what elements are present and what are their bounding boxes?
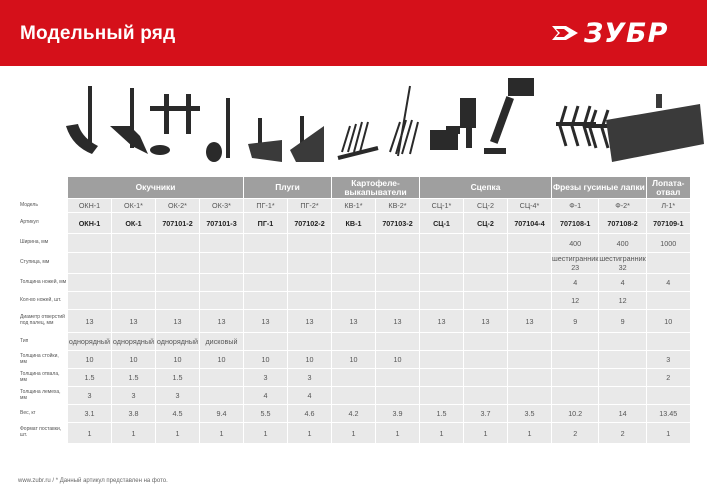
- table-cell: 3: [156, 387, 199, 404]
- table-cell: 13: [244, 310, 287, 332]
- table-cell: [156, 234, 199, 252]
- table-cell: [464, 387, 507, 404]
- table-cell: 2: [599, 423, 645, 443]
- table-cell: 1: [647, 423, 690, 443]
- plow-pg1-image: [248, 118, 282, 162]
- table-cell: 13: [288, 310, 331, 332]
- table-cell: [420, 333, 463, 350]
- table-cell: 4.6: [288, 405, 331, 422]
- table-cell: 4.5: [156, 405, 199, 422]
- table-cell: [599, 369, 645, 386]
- table-row: [19, 199, 690, 212]
- digger-kv2-image: [390, 86, 418, 156]
- table-cell: 707104-4: [508, 213, 551, 233]
- table-cell: [508, 253, 551, 273]
- table-cell: 1.5: [420, 405, 463, 422]
- table-cell: [376, 234, 419, 252]
- table-cell: ОКН-1: [68, 199, 111, 212]
- table-cell: [420, 292, 463, 309]
- row-label: Кол-во ножей, шт.: [19, 292, 67, 309]
- footer-footnote: * Данный артикул представлен на фото.: [55, 478, 168, 484]
- row-label: Ширина, мм: [19, 234, 67, 252]
- table-row: [19, 292, 690, 309]
- table-cell: СЦ-1: [420, 213, 463, 233]
- table-row: [19, 405, 690, 422]
- table-row: [19, 310, 690, 332]
- table-cell: [376, 292, 419, 309]
- table-cell: однорядный: [156, 333, 199, 350]
- table-cell: 13.45: [647, 405, 690, 422]
- table-cell: [244, 333, 287, 350]
- table-cell: Ф-2*: [599, 199, 645, 212]
- table-cell: 4: [552, 274, 598, 291]
- table-cell: [508, 387, 551, 404]
- row-label: Толщина ножей, мм: [19, 274, 67, 291]
- table-cell: 3: [244, 369, 287, 386]
- table-cell: [552, 351, 598, 368]
- table-cell: СЦ-2: [464, 199, 507, 212]
- table-cell: [376, 369, 419, 386]
- table-cell: 1: [288, 423, 331, 443]
- table-cell: 4: [244, 387, 287, 404]
- table-cell: 14: [599, 405, 645, 422]
- group-header: Фрезы гусиные лапки: [552, 177, 646, 198]
- table-cell: [376, 253, 419, 273]
- table-cell: [68, 292, 111, 309]
- table-cell: [464, 253, 507, 273]
- table-cell: СЦ-1*: [420, 199, 463, 212]
- group-header-row: [19, 177, 690, 198]
- group-header: Лопата-отвал: [647, 177, 690, 198]
- table-cell: [200, 274, 243, 291]
- table-cell: 707109-1: [647, 213, 690, 233]
- table-cell: [464, 292, 507, 309]
- table-cell: 2: [647, 369, 690, 386]
- table-cell: 10.2: [552, 405, 598, 422]
- table-cell: [647, 387, 690, 404]
- table-row: [19, 369, 690, 386]
- table-cell: 10: [376, 351, 419, 368]
- table-cell: 2: [552, 423, 598, 443]
- table-cell: КВ-1*: [332, 199, 375, 212]
- table-cell: [508, 369, 551, 386]
- row-label: Диаметр отверстий под палец, мм: [19, 310, 67, 332]
- okuchnik-ok3-image: [206, 98, 230, 162]
- hitch-sc2-image: [460, 98, 476, 148]
- table-cell: КВ-2*: [376, 199, 419, 212]
- row-label: Толщина стойки, мм: [19, 351, 67, 368]
- table-cell: [599, 333, 645, 350]
- table-cell: [552, 333, 598, 350]
- table-cell: дисковый: [200, 333, 243, 350]
- table-cell: [288, 292, 331, 309]
- table-cell: [647, 292, 690, 309]
- table-cell: [332, 234, 375, 252]
- table-cell: [332, 274, 375, 291]
- table-cell: [599, 387, 645, 404]
- table-cell: [508, 292, 551, 309]
- row-label: Вес, кг: [19, 405, 67, 422]
- table-cell: 3: [112, 387, 155, 404]
- digger-kv1-image: [338, 122, 378, 158]
- table-cell: [332, 333, 375, 350]
- table-cell: [420, 234, 463, 252]
- table-cell: [508, 274, 551, 291]
- product-photos: [0, 66, 707, 176]
- table-cell: [112, 253, 155, 273]
- row-label: Тип: [19, 333, 67, 350]
- table-row: [19, 234, 690, 252]
- table-cell: 10: [68, 351, 111, 368]
- table-row: [19, 351, 690, 368]
- blade-l1-image: [606, 94, 704, 162]
- okuchnik-ok2-image: [150, 94, 200, 155]
- table-cell: ПГ-1*: [244, 199, 287, 212]
- table-cell: 9: [599, 310, 645, 332]
- table-cell: [68, 253, 111, 273]
- table-cell: 1.5: [68, 369, 111, 386]
- table-cell: 10: [647, 310, 690, 332]
- table-cell: [420, 253, 463, 273]
- brand-emblem-icon: [550, 18, 580, 48]
- table-cell: [508, 351, 551, 368]
- table-cell: 12: [599, 292, 645, 309]
- header-banner: [0, 0, 707, 66]
- table-cell: 1: [244, 423, 287, 443]
- table-cell: ОК-2*: [156, 199, 199, 212]
- table-cell: [288, 234, 331, 252]
- table-cell: [200, 253, 243, 273]
- table-cell: 13: [156, 310, 199, 332]
- table-cell: 10: [200, 351, 243, 368]
- table-cell: [288, 253, 331, 273]
- table-cell: 13: [68, 310, 111, 332]
- table-cell: 1.5: [156, 369, 199, 386]
- table-cell: [244, 253, 287, 273]
- table-cell: 1: [420, 423, 463, 443]
- table-cell: [420, 274, 463, 291]
- table-row: [19, 253, 690, 273]
- table-cell: 3: [68, 387, 111, 404]
- brand-name: ЗУБР: [584, 17, 669, 49]
- table-cell: [244, 274, 287, 291]
- table-cell: [288, 274, 331, 291]
- table-cell: ОК-3*: [200, 199, 243, 212]
- page-title: Модельный ряд: [20, 23, 176, 44]
- group-header: Плуги: [244, 177, 331, 198]
- table-cell: 400: [552, 234, 598, 252]
- hitch-sc1-image: [430, 126, 460, 150]
- table-cell: 10: [156, 351, 199, 368]
- table-cell: 707108-2: [599, 213, 645, 233]
- table-cell: однорядный: [112, 333, 155, 350]
- table-cell: 10: [112, 351, 155, 368]
- table-cell: 4.2: [332, 405, 375, 422]
- table-cell: [376, 333, 419, 350]
- table-cell: однорядный: [68, 333, 111, 350]
- spec-table: [18, 176, 691, 444]
- table-cell: 400: [599, 234, 645, 252]
- table-cell: [464, 274, 507, 291]
- table-cell: [68, 234, 111, 252]
- table-cell: 10: [244, 351, 287, 368]
- table-cell: [112, 274, 155, 291]
- table-cell: 13: [112, 310, 155, 332]
- table-cell: [420, 387, 463, 404]
- table-cell: 1.5: [112, 369, 155, 386]
- table-cell: 3.1: [68, 405, 111, 422]
- group-header: Картофеле-выкапыватели: [332, 177, 419, 198]
- table-cell: ПГ-1: [244, 213, 287, 233]
- table-cell: [156, 253, 199, 273]
- table-cell: Ф-1: [552, 199, 598, 212]
- table-cell: 1: [68, 423, 111, 443]
- table-cell: 13: [420, 310, 463, 332]
- table-cell: [332, 253, 375, 273]
- table-cell: 707102-2: [288, 213, 331, 233]
- table-cell: [599, 351, 645, 368]
- table-cell: шестигранник 23: [552, 254, 599, 272]
- table-cell: [244, 234, 287, 252]
- table-cell: 1: [112, 423, 155, 443]
- table-cell: 9.4: [200, 405, 243, 422]
- group-header: Окучники: [68, 177, 243, 198]
- row-label: Модель: [19, 199, 67, 212]
- footer-separator: /: [52, 478, 55, 484]
- plow-pg2-image: [290, 116, 324, 162]
- table-cell: 707101-3: [200, 213, 243, 233]
- table-cell: ОК-1*: [112, 199, 155, 212]
- brand-logo: [550, 18, 668, 48]
- row-label: Формат поставки, шт.: [19, 423, 67, 443]
- table-cell: 13: [332, 310, 375, 332]
- okuchnik-okn1-image: [66, 86, 98, 154]
- table-cell: [464, 234, 507, 252]
- table-cell: [332, 369, 375, 386]
- table-cell: 13: [200, 310, 243, 332]
- table-cell: [200, 234, 243, 252]
- table-cell: [464, 333, 507, 350]
- table-cell: 9: [552, 310, 598, 332]
- table-cell: 3.8: [112, 405, 155, 422]
- table-cell: ОК-1: [112, 213, 155, 233]
- table-cell: [68, 274, 111, 291]
- table-cell: 10: [332, 351, 375, 368]
- okuchnik-ok1-image: [110, 88, 148, 154]
- table-row: [19, 333, 690, 350]
- table-cell: 707108-1: [552, 213, 598, 233]
- table-cell: [332, 292, 375, 309]
- table-cell: [376, 274, 419, 291]
- table-cell: 4: [599, 274, 645, 291]
- table-cell: [200, 387, 243, 404]
- table-cell: [332, 387, 375, 404]
- table-cell: [288, 333, 331, 350]
- table-cell: СЦ-2: [464, 213, 507, 233]
- table-cell: [156, 274, 199, 291]
- table-cell: КВ-1: [332, 213, 375, 233]
- table-row: [19, 274, 690, 291]
- table-cell: 3.9: [376, 405, 419, 422]
- table-cell: [112, 234, 155, 252]
- table-cell: 1: [156, 423, 199, 443]
- table-cell: 1: [464, 423, 507, 443]
- table-cell: Л-1*: [647, 199, 690, 212]
- table-cell: 707101-2: [156, 213, 199, 233]
- table-cell: 3.7: [464, 405, 507, 422]
- table-cell: 4: [647, 274, 690, 291]
- table-cell: 1: [376, 423, 419, 443]
- table-cell: 3: [288, 369, 331, 386]
- table-cell: [464, 351, 507, 368]
- table-cell: ПГ-2*: [288, 199, 331, 212]
- table-cell: шестигранник 32: [599, 254, 646, 272]
- table-cell: [200, 292, 243, 309]
- table-cell: 13: [508, 310, 551, 332]
- table-cell: [464, 369, 507, 386]
- table-cell: [112, 292, 155, 309]
- table-cell: [508, 234, 551, 252]
- table-cell: 13: [464, 310, 507, 332]
- hitch-sc4-image: [484, 78, 534, 154]
- row-label: Ступица, мм: [19, 253, 67, 273]
- table-cell: 12: [552, 292, 598, 309]
- table-cell: [200, 369, 243, 386]
- table-cell: 1000: [647, 234, 690, 252]
- table-cell: [376, 387, 419, 404]
- table-cell: 1: [508, 423, 551, 443]
- table-cell: 707103-2: [376, 213, 419, 233]
- footer-note: [18, 478, 168, 484]
- table-row: [19, 387, 690, 404]
- group-header: Сцепка: [420, 177, 551, 198]
- table-cell: [647, 253, 690, 273]
- table-row: [19, 213, 690, 233]
- row-label: Толщина отвала, мм: [19, 369, 67, 386]
- table-cell: [244, 292, 287, 309]
- row-label: Толщина лемеха, мм: [19, 387, 67, 404]
- table-cell: ОКН-1: [68, 213, 111, 233]
- table-cell: 3.5: [508, 405, 551, 422]
- table-cell: [508, 333, 551, 350]
- table-cell: [552, 387, 598, 404]
- table-cell: 4: [288, 387, 331, 404]
- table-cell: [420, 369, 463, 386]
- table-cell: 5.5: [244, 405, 287, 422]
- row-label: Артикул: [19, 213, 67, 233]
- table-row: [19, 423, 690, 443]
- table-cell: [552, 369, 598, 386]
- table-cell: 13: [376, 310, 419, 332]
- table-cell: 3: [647, 351, 690, 368]
- table-cell: 1: [332, 423, 375, 443]
- table-cell: [156, 292, 199, 309]
- table-cell: СЦ-4*: [508, 199, 551, 212]
- table-cell: [420, 351, 463, 368]
- footer-site: www.zubr.ru: [18, 478, 51, 484]
- table-cell: 10: [288, 351, 331, 368]
- table-cell: 1: [200, 423, 243, 443]
- table-cell: [647, 333, 690, 350]
